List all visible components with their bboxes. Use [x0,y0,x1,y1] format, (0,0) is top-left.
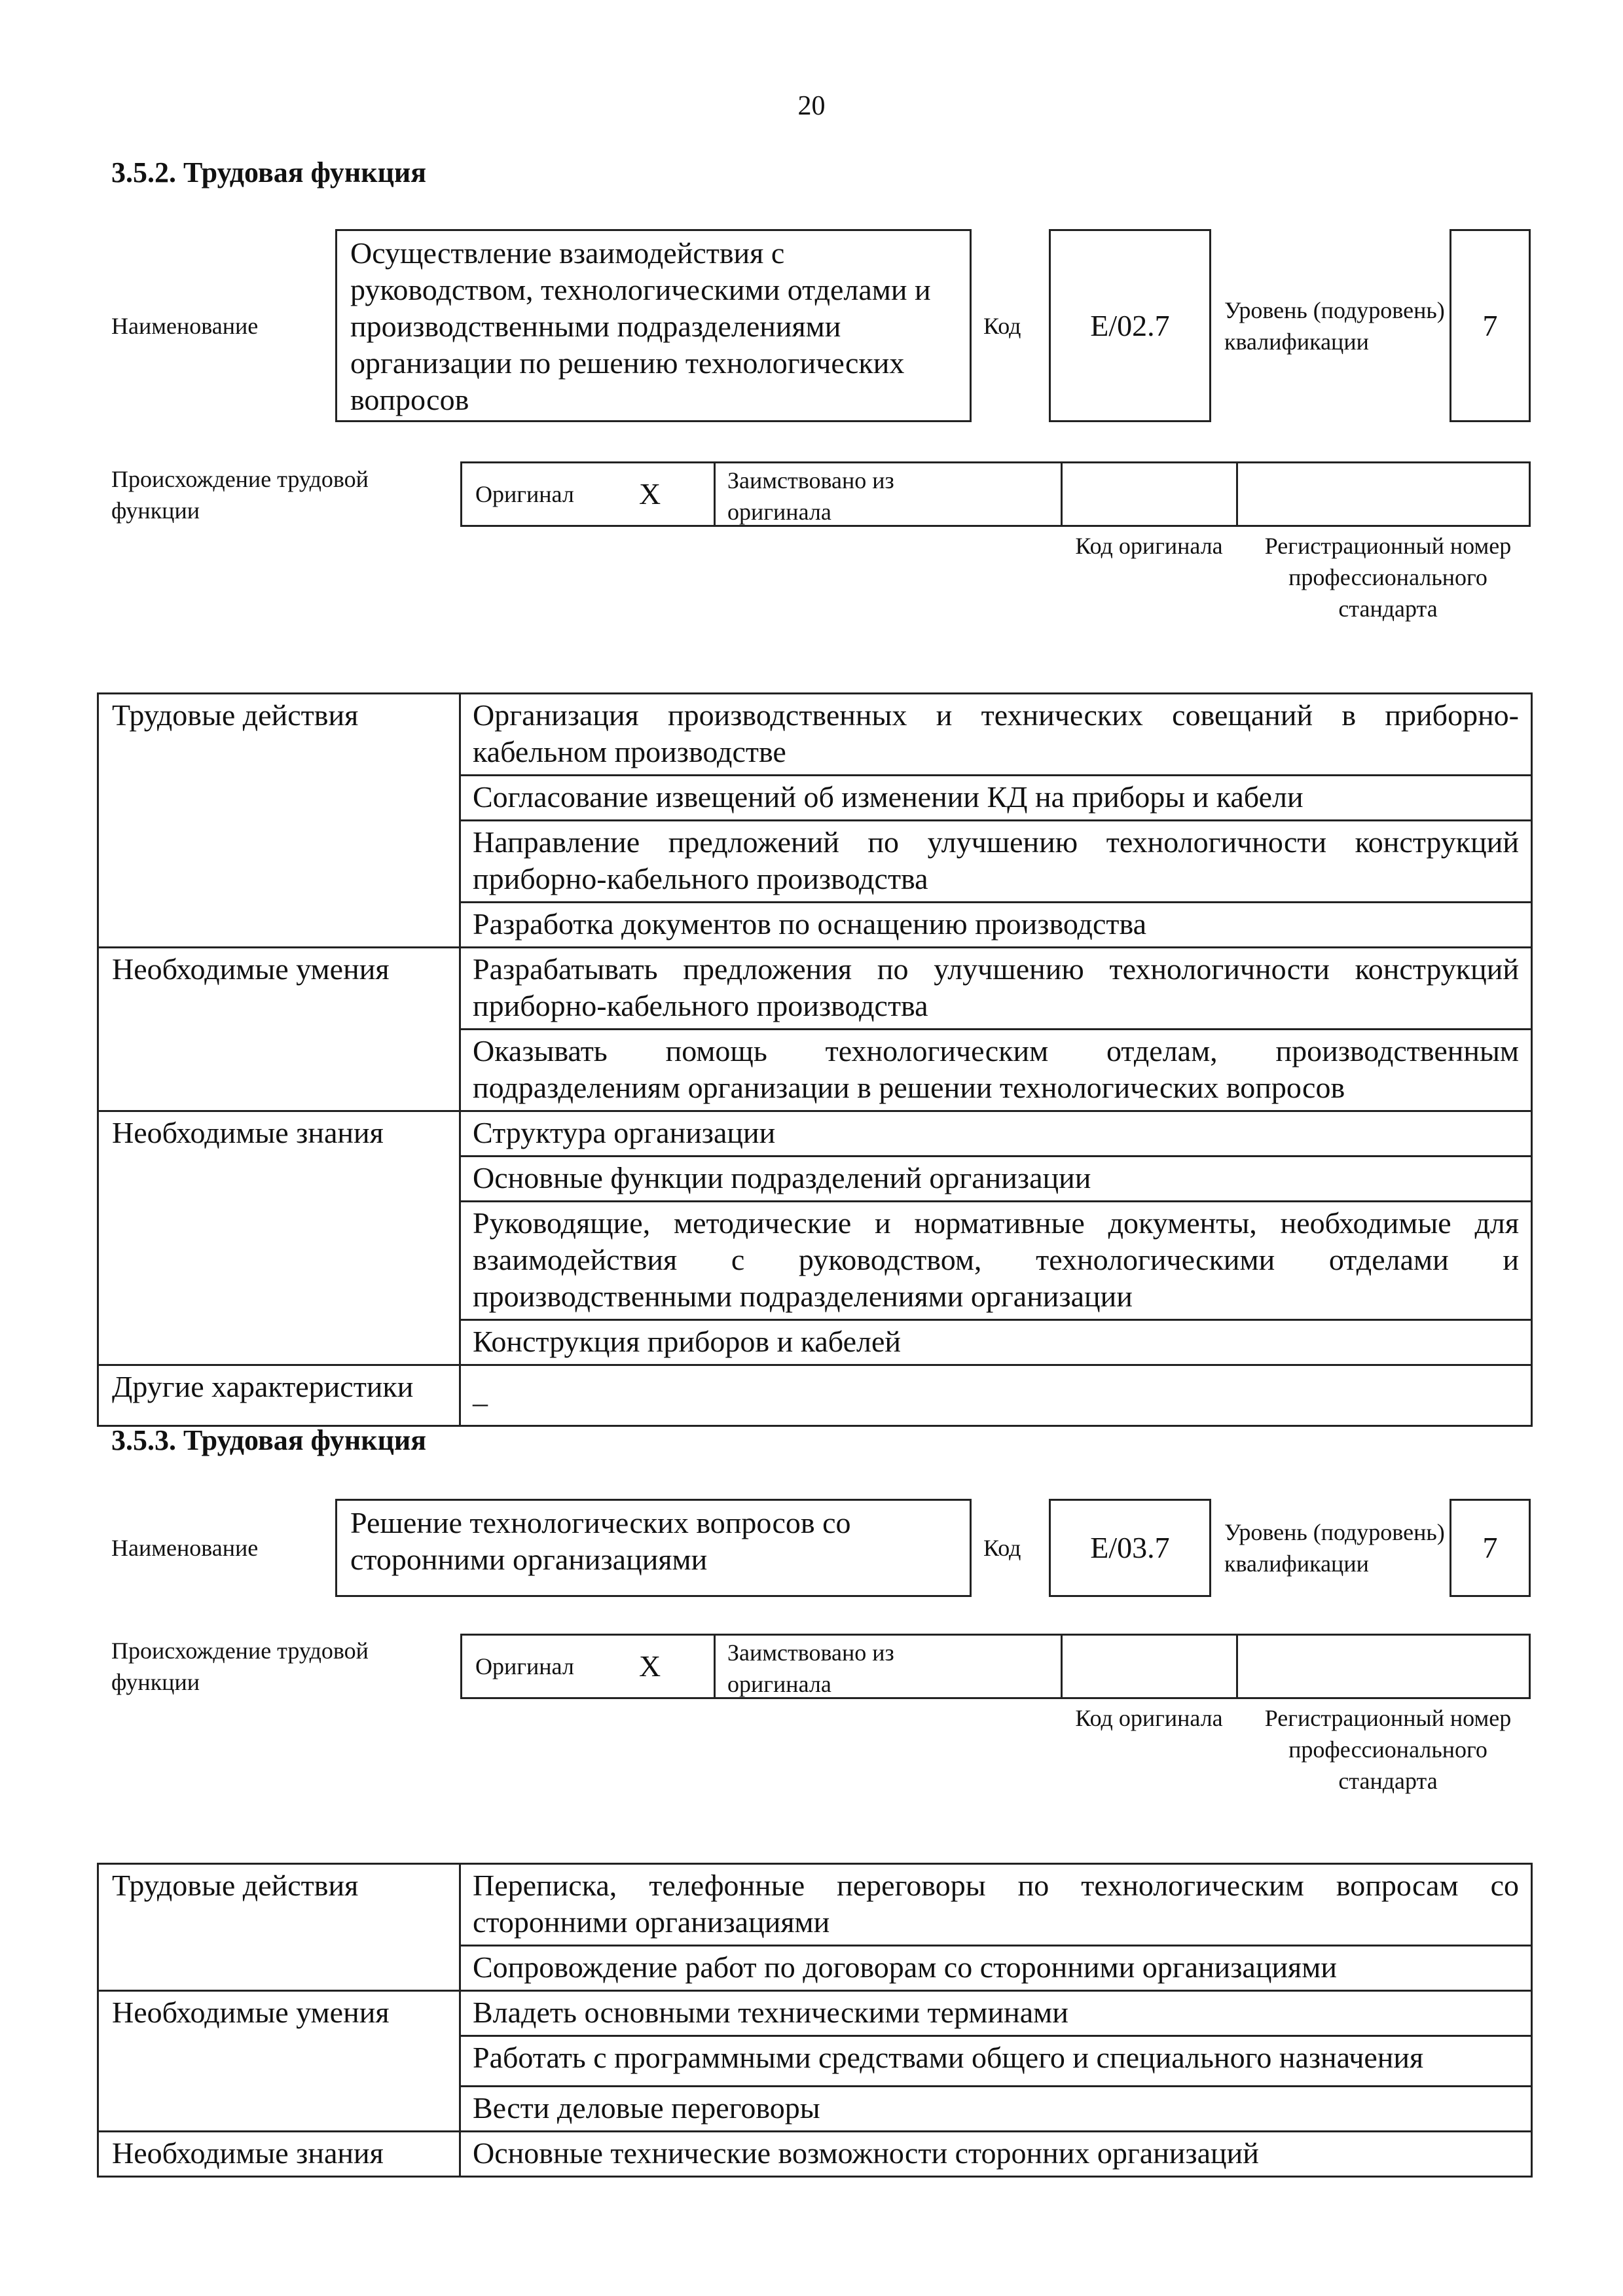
code-original-caption: Код оригинала [1075,533,1223,559]
table-cell: Разрабатывать предложения по улучшению технологичности конструкций приборно-кабельного производства [460,948,1532,1030]
origin-row [460,1634,1531,1699]
divider [1236,463,1238,525]
table-cell: Основные функции подразделений организации [460,1157,1532,1202]
borrowed-label: Заимствовано из оригинала [727,467,894,525]
divider [1236,1636,1238,1697]
section-title-3-5-2: 3.5.2. Трудовая функция [111,156,427,188]
level-value-box: 7 [1450,229,1531,422]
table-cell: Организация производственных и технических совещаний в приборно-кабельном производстве [460,694,1532,776]
function-name-box: Осуществление взаимодействия с руководством, технологическими отделами и производственными подразделениями организации по решению технологических вопросов [335,229,972,422]
divider [714,463,716,525]
name-label: Наименование [111,312,259,339]
table-cell: Согласование извещений об изменении КД на приборы и кабели [460,776,1532,821]
table-cell: Структура организации [460,1111,1532,1157]
code-value-box: E/02.7 [1049,229,1211,422]
table-row [98,1864,1532,1946]
level-label: Уровень (подуровень) квалификации [1224,1519,1445,1577]
reg-number-caption: Регистрационный номер профессионального стандарта [1264,533,1512,622]
category-label: Необходимые умения [98,1991,460,2132]
code-value-box: E/03.7 [1049,1499,1211,1597]
table-row [98,2132,1532,2177]
name-label: Наименование [111,1535,259,1561]
page-number: 20 [797,91,826,121]
reg-number-caption: Регистрационный номер профессионального стандарта [1264,1705,1512,1794]
table-cell: Переписка, телефонные переговоры по технологическим вопросам со сторонними организациями [460,1864,1532,1946]
table-cell: Конструкция приборов и кабелей [460,1320,1532,1365]
category-label: Необходимые знания [98,2132,460,2177]
original-mark: X [639,1649,661,1683]
table-cell: Основные технические возможности сторонних организаций [460,2132,1532,2177]
origin-label: Происхождение трудовой функции [111,1638,369,1695]
divider [1061,1636,1063,1697]
table-row [98,694,1532,776]
category-label: Необходимые умения [98,948,460,1111]
section-title-3-5-3: 3.5.3. Трудовая функция [111,1424,427,1456]
level-value-box: 7 [1450,1499,1531,1597]
table-cell: Направление предложений по улучшению технологичности конструкций приборно-кабельного производства [460,821,1532,903]
original-label: Оригинал [475,481,574,507]
table-row [98,1111,1532,1157]
table-row [98,948,1532,1030]
table-cell: Оказывать помощь технологическим отделам, производственным подразделениям организации в решении технологических вопросов [460,1030,1532,1111]
table-cell: – [460,1365,1532,1426]
original-mark: X [639,477,661,511]
original-label: Оригинал [475,1653,574,1679]
table-cell: Сопровождение работ по договорам со сторонними организациями [460,1946,1532,1991]
borrowed-label: Заимствовано из оригинала [727,1640,894,1697]
category-label: Необходимые знания [98,1111,460,1365]
table-cell: Работать с программными средствами общего и специального назначения [460,2036,1532,2087]
table-row [98,1991,1532,2036]
table-cell: Руководящие, методические и нормативные документы, необходимые для взаимодействия с руководством, технологическими отделами и производственными подразделениями организации [460,1202,1532,1320]
code-label: Код [983,1535,1021,1561]
table-cell: Разработка документов по оснащению производства [460,903,1532,948]
function-name-box: Решение технологических вопросов со сторонними организациями [335,1499,972,1597]
function-table-3-5-2 [97,692,1533,1427]
function-table-3-5-3 [97,1863,1533,2178]
origin-row [460,461,1531,527]
divider [1061,463,1063,525]
table-cell: Владеть основными техническими терминами [460,1991,1532,2036]
category-label: Трудовые действия [98,694,460,948]
code-label: Код [983,312,1021,339]
level-label: Уровень (подуровень) квалификации [1224,296,1445,355]
origin-label: Происхождение трудовой функции [111,466,369,524]
table-row [98,1365,1532,1426]
category-label: Трудовые действия [98,1864,460,1991]
divider [714,1636,716,1697]
table-cell: Вести деловые переговоры [460,2087,1532,2132]
code-original-caption: Код оригинала [1075,1705,1223,1731]
category-label: Другие характеристики [98,1365,460,1426]
